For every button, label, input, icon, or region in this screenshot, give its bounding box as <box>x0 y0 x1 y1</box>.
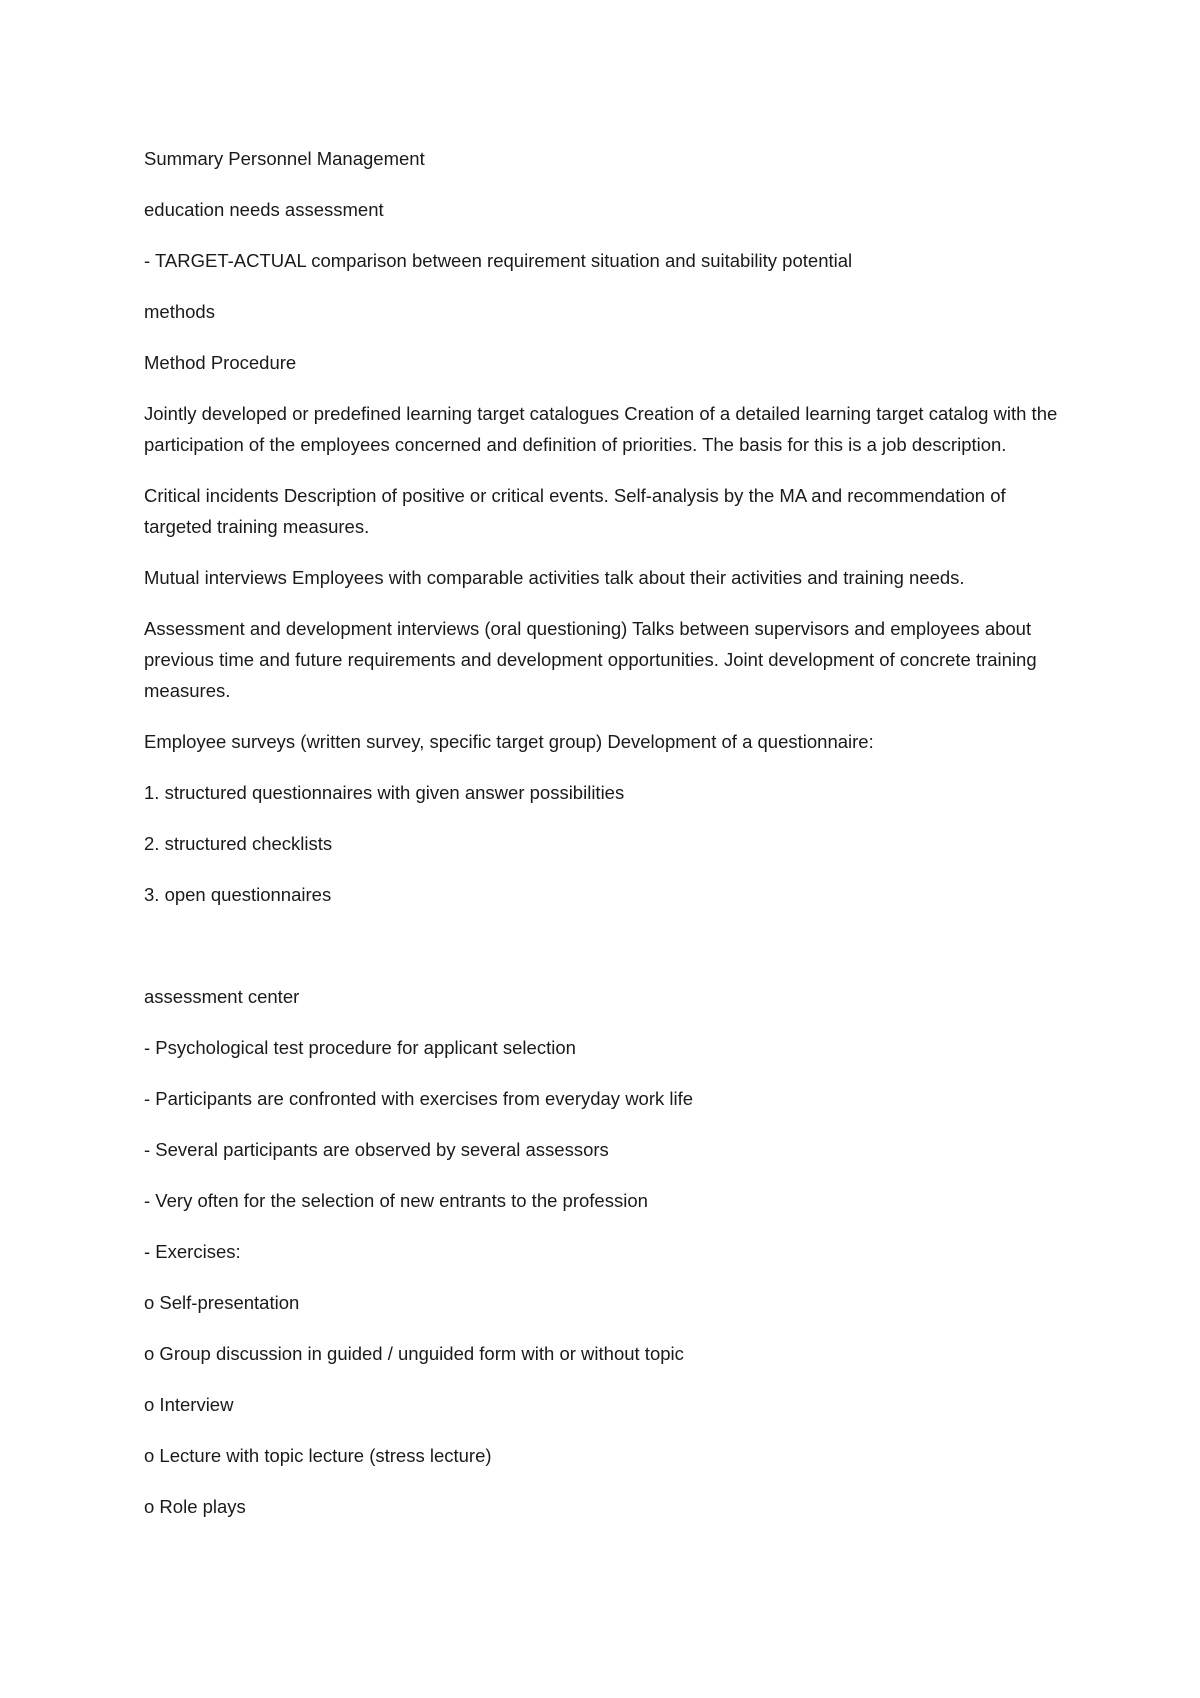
questionnaire-type-item: 3. open questionnaires <box>144 884 332 905</box>
method-item: Critical incidents Description of positive or critical events. Self-analysis by the MA and recommendation of targeted training measures. <box>144 485 1006 537</box>
section-heading-assessment-center: assessment center <box>144 986 300 1007</box>
exercise-item: o Role plays <box>144 1496 246 1517</box>
exercise-item: o Interview <box>144 1394 234 1415</box>
questionnaire-type-item: 1. structured questionnaires with given answer possibilities <box>144 782 625 803</box>
method-procedure-header: Method Procedure <box>144 352 297 373</box>
target-actual-bullet: - TARGET-ACTUAL comparison between requirement situation and suitability potential <box>144 250 853 271</box>
method-item: Assessment and development interviews (oral questioning) Talks between supervisors and employees about previous time and future requirements and development opportunities. Joint development of concrete training measures. <box>144 618 1037 701</box>
assessment-bullet: - Psychological test procedure for applicant selection <box>144 1037 576 1058</box>
method-item: Mutual interviews Employees with comparable activities talk about their activities and training needs. <box>144 567 965 588</box>
document-title: Summary Personnel Management <box>144 148 425 169</box>
assessment-bullet: - Exercises: <box>144 1241 241 1262</box>
exercise-item: o Lecture with topic lecture (stress lecture) <box>144 1445 492 1466</box>
questionnaire-type-item: 2. structured checklists <box>144 833 333 854</box>
methods-label: methods <box>144 301 215 322</box>
exercise-item: o Self-presentation <box>144 1292 300 1313</box>
exercise-item: o Group discussion in guided / unguided form with or without topic <box>144 1343 684 1364</box>
document-body <box>144 143 1074 1542</box>
method-item: Jointly developed or predefined learning target catalogues Creation of a detailed learning target catalog with the participation of the employees concerned and definition of priorities. The basis for this is a job description. <box>144 403 1058 455</box>
assessment-bullet: - Several participants are observed by several assessors <box>144 1139 609 1160</box>
assessment-bullet: - Participants are confronted with exercises from everyday work life <box>144 1088 694 1109</box>
method-item: Employee surveys (written survey, specific target group) Development of a questionnaire: <box>144 731 874 752</box>
section-heading-education-needs: education needs assessment <box>144 199 384 220</box>
blank-line <box>144 930 1074 981</box>
assessment-bullet: - Very often for the selection of new entrants to the profession <box>144 1190 648 1211</box>
